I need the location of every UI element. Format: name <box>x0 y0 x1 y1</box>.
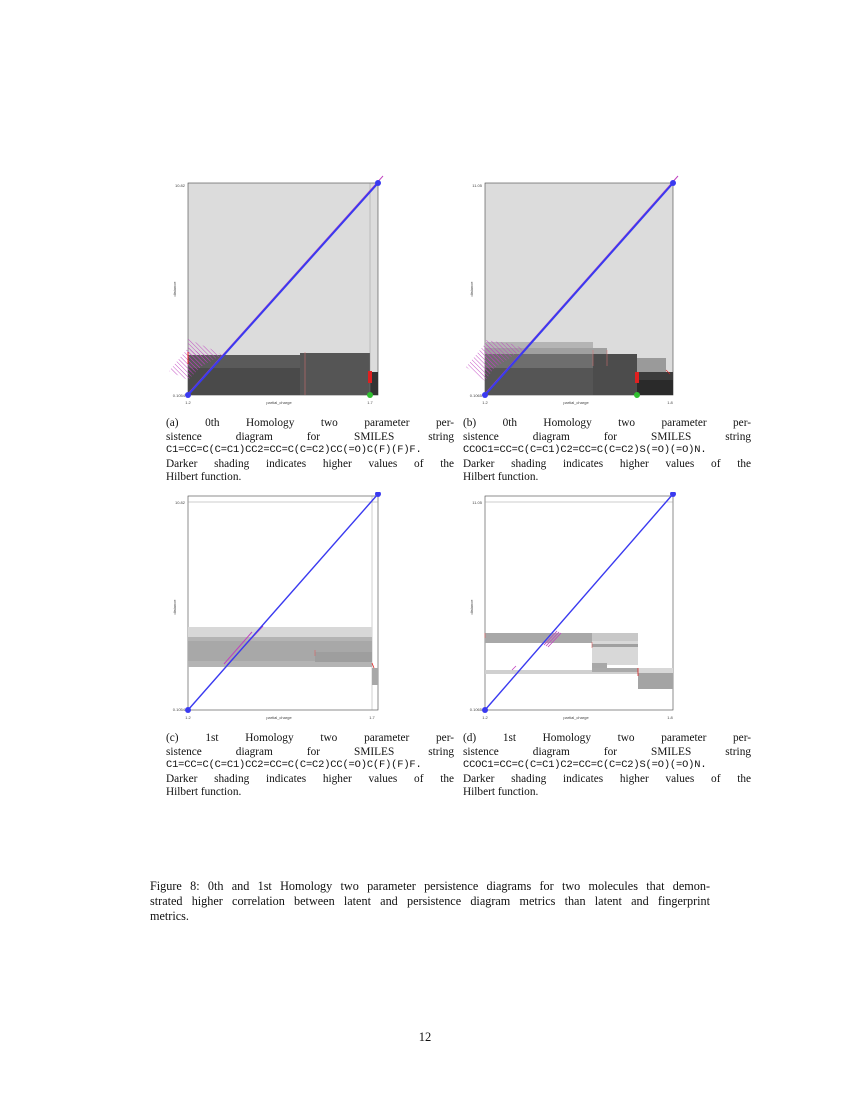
smiles-string: CCOC1=CC=C(C=C1)C2=CC=C(C=C2)S(=O)(=O)N. <box>463 444 707 457</box>
caption-a <box>166 417 454 485</box>
caption-line: sistence diagram for SMILES string <box>463 430 751 443</box>
y-tick-bottom: 0.1054 <box>172 707 185 712</box>
y-axis-label: distance <box>172 599 177 615</box>
y-tick-top: 10.82 <box>174 500 185 505</box>
persistence-diagram-d <box>464 492 686 724</box>
caption-line: sistence diagram for SMILES string <box>166 430 454 443</box>
smiles-string: C1=CC=C(C=C1)CC2=CC=C(C=C2)CC(=O)C(F)(F)F. <box>166 444 422 457</box>
persistence-diagram-c <box>167 492 389 724</box>
caption-line: Darker shading indicates higher values of the <box>166 772 454 785</box>
y-tick-top: 11.05 <box>472 183 482 188</box>
caption-c <box>166 732 454 800</box>
smiles-string: CCOC1=CC=C(C=C1)C2=CC=C(C=C2)S(=O)(=O)N. <box>463 759 707 772</box>
figure-caption-line: metrics. <box>150 909 189 924</box>
caption-line: Darker shading indicates higher values of the <box>463 772 751 785</box>
x-tick-left: 1.2 <box>185 715 191 720</box>
persistence-diagram-b <box>464 174 686 406</box>
y-tick-bottom: 0.1065 <box>469 707 482 712</box>
caption-line: (a) 0th Homology two parameter per- <box>166 417 454 429</box>
x-axis-label: partial_charge <box>563 400 589 405</box>
y-axis-label: distance <box>469 281 474 297</box>
x-tick-right: 1.7 <box>369 715 375 720</box>
caption-line: Hilbert function. <box>463 786 539 799</box>
page-number: 12 <box>418 1030 432 1044</box>
y-axis-label: distance <box>172 281 177 297</box>
caption-line: (c) 1st Homology two parameter per- <box>166 732 454 744</box>
x-tick-right: 1.7 <box>367 400 373 405</box>
x-tick-right: 1.8 <box>667 400 673 405</box>
caption-line: (d) 1st Homology two parameter per- <box>463 732 751 744</box>
x-axis-label: partial_charge <box>266 400 292 405</box>
figure-caption-line: Figure 8: 0th and 1st Homology two parameter persistence diagrams for two molecules that demon- <box>150 879 710 893</box>
caption-line: Darker shading indicates higher values of the <box>463 457 751 470</box>
caption-line: Darker shading indicates higher values of the <box>166 457 454 470</box>
caption-b <box>463 417 751 485</box>
x-tick-left: 1.2 <box>185 400 191 405</box>
y-tick-bottom: 0.1065 <box>469 393 482 398</box>
x-tick-left: 1.2 <box>482 400 488 405</box>
caption-line: sistence diagram for SMILES string <box>463 745 751 758</box>
persistence-diagram-a <box>167 174 389 406</box>
figure-caption-line: strated higher correlation between latent and persistence diagram metrics than latent and fingerprint <box>150 894 710 909</box>
x-tick-left: 1.2 <box>482 715 488 720</box>
caption-d <box>463 732 751 800</box>
x-axis-label: partial_charge <box>563 715 589 720</box>
caption-line: Hilbert function. <box>463 471 539 484</box>
caption-line: sistence diagram for SMILES string <box>166 745 454 758</box>
caption-line: Hilbert function. <box>166 471 242 484</box>
y-tick-top: 10.82 <box>174 183 185 188</box>
smiles-string: C1=CC=C(C=C1)CC2=CC=C(C=C2)CC(=O)C(F)(F)F. <box>166 759 422 772</box>
figure-caption <box>150 879 710 925</box>
caption-line: (b) 0th Homology two parameter per- <box>463 417 751 429</box>
x-axis-label: partial_charge <box>266 715 292 720</box>
y-tick-bottom: 0.1054 <box>172 393 185 398</box>
y-axis-label: distance <box>469 599 474 615</box>
caption-line: Hilbert function. <box>166 786 242 799</box>
x-tick-right: 1.8 <box>667 715 673 720</box>
y-tick-top: 11.05 <box>472 500 482 505</box>
